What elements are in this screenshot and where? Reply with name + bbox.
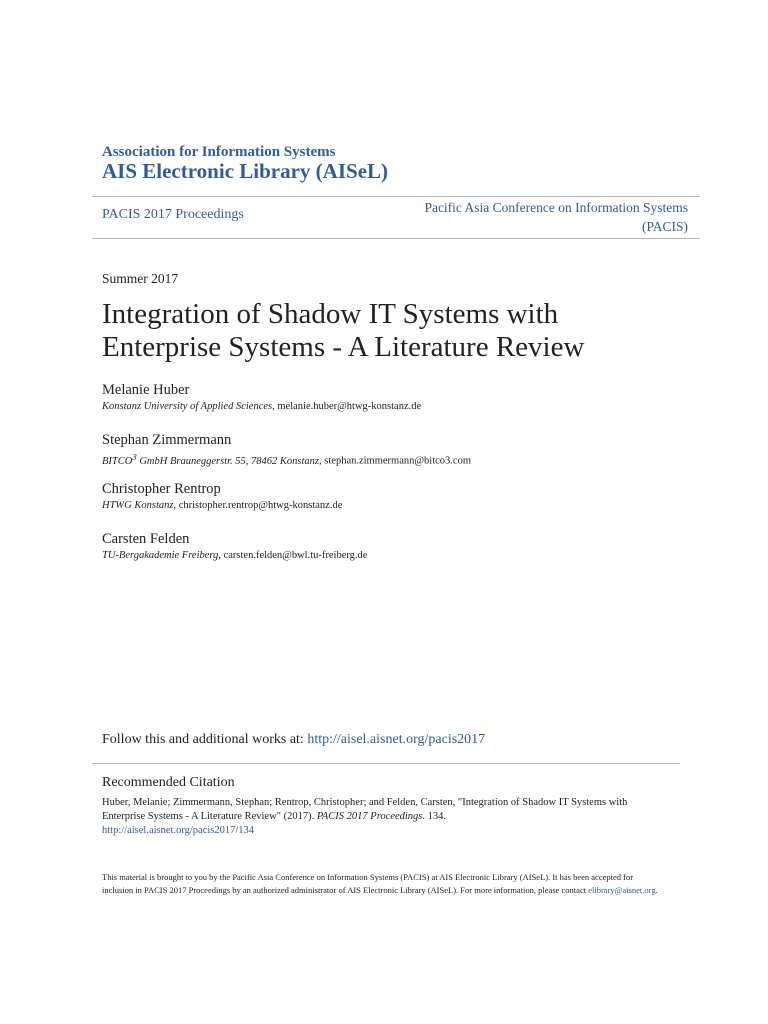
author-name: Carsten Felden (102, 531, 190, 547)
paper-title: Integration of Shadow IT Systems with Enterprise Systems - A Literature Review (102, 298, 585, 363)
affiliation-text: TU-Bergakademie Freiberg (102, 550, 219, 561)
author-affiliation (102, 498, 702, 513)
publication-date: Summer 2017 (102, 271, 179, 286)
author-affiliation (102, 548, 702, 563)
follow-line (102, 732, 485, 748)
affiliation-text: Konstanz University of Applied Sciences (102, 401, 273, 412)
header-divider-bottom (92, 238, 700, 239)
author-affiliation (102, 399, 702, 414)
author-name: Stephan Zimmermann (102, 432, 232, 448)
author-block (102, 480, 702, 513)
follow-text: Follow this and additional works at: (102, 732, 308, 747)
author-block (102, 530, 702, 563)
citation-text: Huber, Melanie; Zimmermann, Stephan; Rentrop, Christopher; and Felden, Carsten, "Integration of Shadow IT Systems with Enterprise Systems - A Literature Review" (2017). PACIS 2017 Proceedings. 134. http://aisel.aisnet.org/pacis2017/134 (102, 797, 628, 836)
citation-heading: Recommended Citation (102, 775, 235, 790)
conference-link[interactable] (368, 198, 688, 236)
author-email: , carsten.felden@bwl.tu-freiberg.de (218, 550, 368, 561)
citation-link[interactable]: http://aisel.aisnet.org/pacis2017/134 (102, 825, 255, 836)
author-email: , melanie.huber@htwg-konstanz.de (272, 401, 422, 412)
citation-venue: PACIS 2017 Proceedings (316, 811, 423, 822)
library-name-link[interactable]: AIS Electronic Library (AISeL) (102, 159, 389, 183)
author-name: Christopher Rentrop (102, 481, 221, 497)
conference-acronym: (PACIS) (641, 219, 688, 234)
affiliation-text: HTWG Konstanz (102, 500, 174, 511)
organization-name: Association for Information Systems (102, 144, 336, 160)
contact-email-link[interactable]: elibrary@aisnet.org (588, 884, 656, 895)
follow-link[interactable]: http://aisel.aisnet.org/pacis2017 (307, 732, 486, 747)
author-email: , stephan.zimmermann@bitco3.com (319, 455, 471, 467)
affiliation-text: BITCO$^3$ GmbH Brauneggerstr. 55, 78462 Konstanz (102, 451, 320, 467)
author-block (102, 381, 702, 414)
author-block (102, 431, 702, 469)
conference-name: Pacific Asia Conference on Information Systems (424, 200, 688, 215)
citation-divider (92, 763, 680, 764)
author-name: Melanie Huber (102, 382, 190, 398)
author-email: , christopher.rentrop@htwg-konstanz.de (173, 500, 343, 511)
proceedings-link[interactable]: PACIS 2017 Proceedings (102, 207, 244, 222)
footer-notice: This material is brought to you by the Pacific Asia Conference on Information Systems (PACIS) at AIS Electronic Library (AISeL). It has been accepted for inclusion in PACIS 2017 Proceedings by an authorized administrator of AIS Electronic Library (AISeL). For more information, please contact elibrary@aisnet.org. (102, 872, 658, 895)
header-divider-top (92, 196, 700, 197)
author-affiliation (102, 449, 702, 469)
